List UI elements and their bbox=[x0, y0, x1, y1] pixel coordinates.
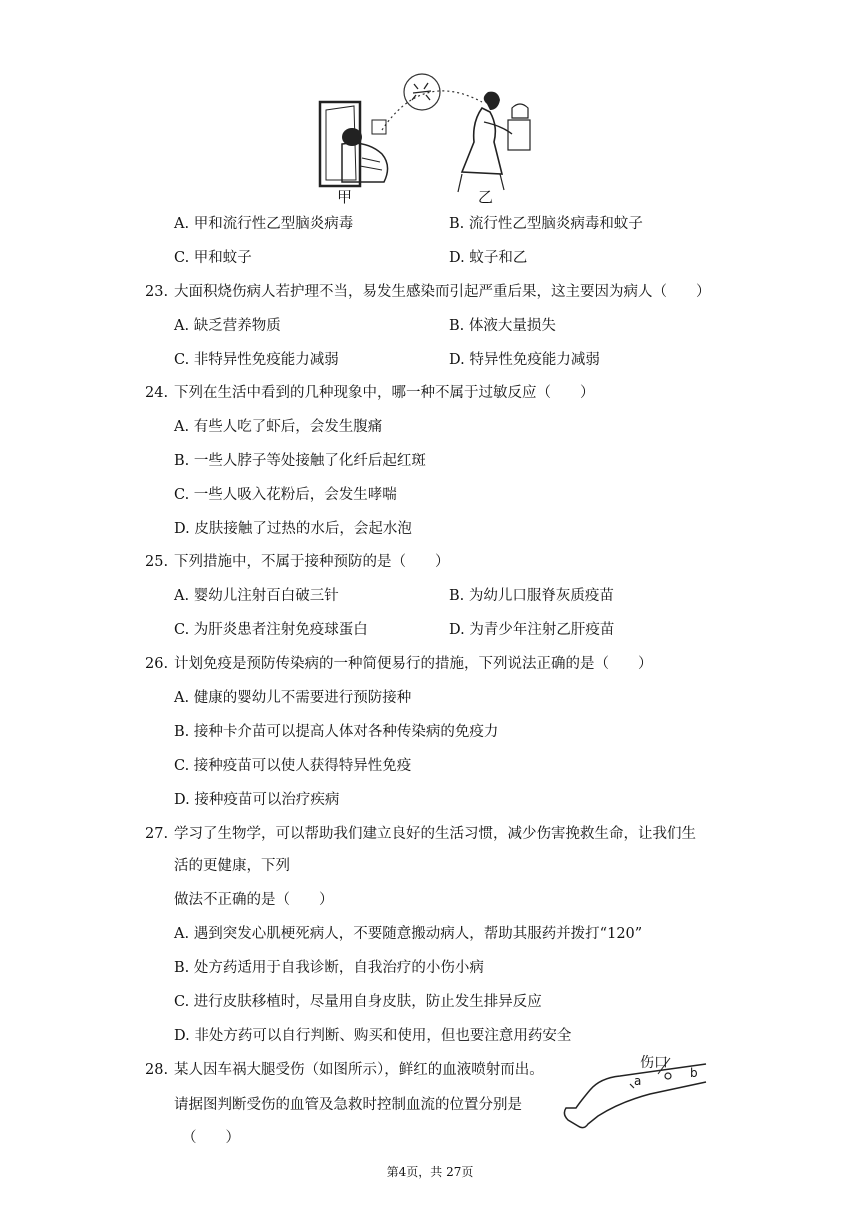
q23-option-b: B. 体液大量损失 bbox=[449, 318, 556, 334]
q24-option-d: D. 皮肤接触了过热的水后，会起水泡 bbox=[174, 521, 412, 537]
patient-in-bed-icon bbox=[320, 102, 388, 186]
q24-stem: 下列在生活中看到的几种现象中，哪一种不属于过敏反应（ ） bbox=[174, 385, 595, 401]
q27-number: 27. bbox=[145, 826, 169, 842]
q26-option-c: C. 接种疫苗可以使人获得特异性免疫 bbox=[174, 758, 412, 774]
q23-stem: 大面积烧伤病人若护理不当，易发生感染而引起严重后果，这主要因为病人（ ） bbox=[174, 284, 711, 300]
q23-option-d: D. 特异性免疫能力减弱 bbox=[449, 352, 600, 368]
q25-number: 25. bbox=[145, 554, 169, 570]
q27-stem-line3: 做法不正确的是（ ） bbox=[174, 892, 334, 908]
q27-stem-line2: 活的更健康，下列 bbox=[174, 858, 290, 874]
q23-option-a: A. 缺乏营养物质 bbox=[174, 318, 281, 334]
q25-option-a: A. 婴幼儿注射百白破三针 bbox=[174, 588, 339, 604]
q26-number: 26. bbox=[145, 656, 169, 672]
q22-option-a: A. 甲和流行性乙型脑炎病毒 bbox=[174, 216, 354, 232]
q22-option-c: C. 甲和蚊子 bbox=[174, 250, 252, 266]
q26-stem: 计划免疫是预防传染病的一种简便易行的措施，下列说法正确的是（ ） bbox=[174, 656, 653, 672]
q24-option-c: C. 一些人吸入花粉后，会发生哮喘 bbox=[174, 487, 397, 503]
q28-stem-line2: 请据图判断受伤的血管及急救时控制血流的位置分别是 bbox=[174, 1097, 522, 1113]
leg-point-b-label: b bbox=[690, 1066, 698, 1080]
q22-option-d: D. 蚊子和乙 bbox=[449, 250, 528, 266]
leg-wound-figure bbox=[560, 1050, 710, 1140]
q27-option-b: B. 处方药适用于自我诊断，自我治疗的小伤小病 bbox=[174, 960, 484, 976]
q27-option-d: D. 非处方药可以自行判断、购买和使用，但也要注意用药安全 bbox=[174, 1028, 572, 1044]
q25-stem: 下列措施中，不属于接种预防的是（ ） bbox=[174, 554, 450, 570]
q25-option-b: B. 为幼儿口服脊灰质疫苗 bbox=[449, 588, 614, 604]
q28-number: 28. bbox=[145, 1062, 169, 1078]
leg-point-a-label: a bbox=[634, 1074, 642, 1088]
q27-option-c: C. 进行皮肤移植时，尽量用自身皮肤，防止发生排异反应 bbox=[174, 994, 542, 1010]
q27-option-a: A. 遇到突发心肌梗死病人，不要随意搬动病人，帮助其服药并拨打“120” bbox=[174, 926, 643, 942]
q24-option-b: B. 一些人脖子等处接触了化纤后起红斑 bbox=[174, 453, 426, 469]
figure-label-yi: 乙 bbox=[478, 188, 494, 206]
q28-stem-line1: 某人因车祸大腿受伤（如图所示），鲜红的血液喷射而出。 bbox=[174, 1062, 544, 1078]
q25-option-d: D. 为青少年注射乙肝疫苗 bbox=[449, 622, 615, 638]
transmission-arc bbox=[382, 91, 482, 130]
q27-stem-line1: 学习了生物学，可以帮助我们建立良好的生活习惯，减少伤害挽救生命，让我们生 bbox=[174, 826, 696, 842]
page-footer: 第4页，共 27页 bbox=[386, 1165, 474, 1179]
q26-option-b: B. 接种卡介苗可以提高人体对各种传染病的免疫力 bbox=[174, 724, 499, 740]
q22-option-b: B. 流行性乙型脑炎病毒和蚊子 bbox=[449, 216, 643, 232]
q23-number: 23. bbox=[145, 284, 169, 300]
caretaker-icon bbox=[458, 92, 530, 192]
transmission-figure bbox=[312, 62, 552, 202]
q24-option-a: A. 有些人吃了虾后，会发生腹痛 bbox=[174, 419, 383, 435]
q28-stem-line3: （ ） bbox=[182, 1130, 240, 1146]
q25-option-c: C. 为肝炎患者注射免疫球蛋白 bbox=[174, 622, 368, 638]
q23-option-c: C. 非特异性免疫能力减弱 bbox=[174, 352, 339, 368]
figure-label-jia: 甲 bbox=[337, 188, 353, 206]
wound-mark bbox=[665, 1073, 671, 1079]
q26-option-d: D. 接种疫苗可以治疗疾病 bbox=[174, 792, 340, 808]
leg-wound-label: 伤口 bbox=[640, 1055, 668, 1071]
q26-option-a: A. 健康的婴幼儿不需要进行预防接种 bbox=[174, 690, 412, 706]
q24-number: 24. bbox=[145, 385, 169, 401]
